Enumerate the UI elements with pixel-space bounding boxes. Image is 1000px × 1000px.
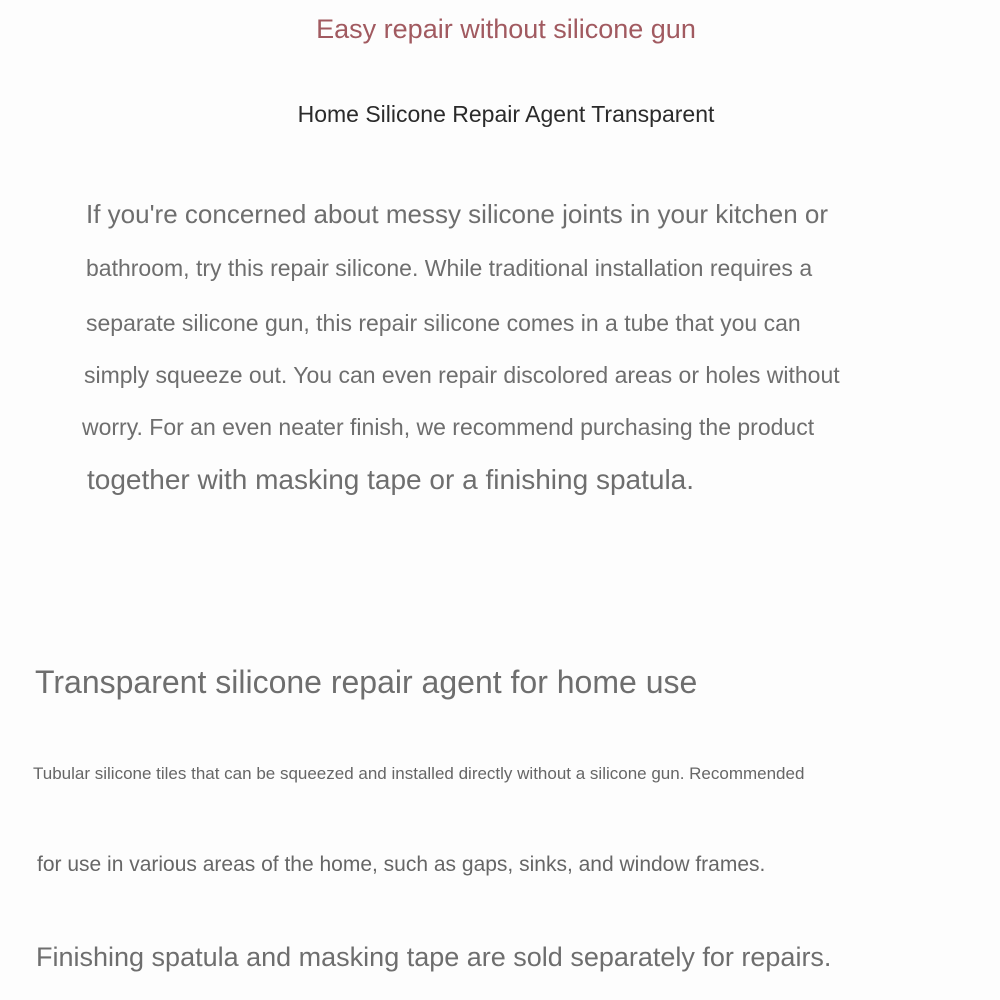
section-line: Finishing spatula and masking tape are sold separately for repairs. xyxy=(36,942,832,972)
page-title: Easy repair without silicone gun xyxy=(316,14,696,44)
product-subtitle: Home Silicone Repair Agent Transparent xyxy=(297,101,715,127)
description-line: worry. For an even neater finish, we recommend purchasing the product xyxy=(82,414,815,440)
section-line: Tubular silicone tiles that can be squeezed and installed directly without a silicone gun. Recommended xyxy=(33,764,805,783)
description-line: separate silicone gun, this repair silicone comes in a tube that you can xyxy=(86,310,801,336)
description-line: bathroom, try this repair silicone. While traditional installation requires a xyxy=(86,255,813,281)
description-line: together with masking tape or a finishing spatula. xyxy=(87,464,695,495)
section-heading: Transparent silicone repair agent for home use xyxy=(35,664,698,700)
section-line: for use in various areas of the home, such as gaps, sinks, and window frames. xyxy=(37,853,766,876)
description-line: simply squeeze out. You can even repair discolored areas or holes without xyxy=(84,362,840,388)
description-line: If you're concerned about messy silicone joints in your kitchen or xyxy=(86,199,829,229)
